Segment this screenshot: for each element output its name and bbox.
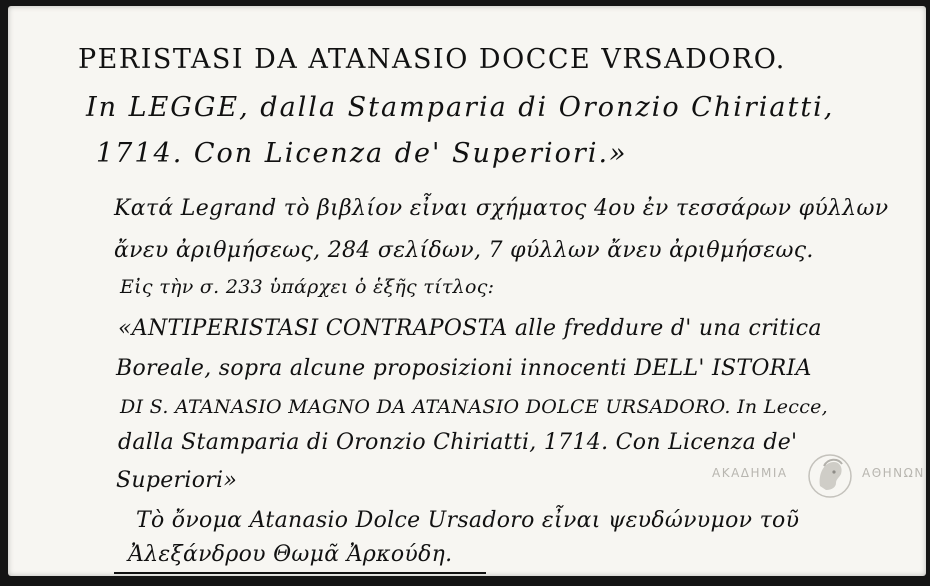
academy-stamp: [708, 452, 930, 496]
name-underline: [114, 572, 486, 574]
card-line-6: Εἰς τὴν σ. 233 ὑπάρχει ὁ ἑξῆς τίτλος:: [120, 276, 495, 298]
stamp-right-text: ΑΘΗΝΩΝ: [862, 466, 925, 480]
card-line-7: «ANTIPERISTASI CONTRAPOSTA alle freddure d' una critica: [118, 316, 822, 341]
card-line-4: Κατά Legrand τὸ βιβλίον εἶναι σχήματος 4ου ἐν τεσσάρων φύλλων: [114, 196, 889, 221]
card-line-9: DI S. ATANASIO MAGNO DA ATANASIO DOLCE URSADORO. In Lecce,: [120, 396, 829, 418]
card-line-1: PERISTASI DA ATANASIO DOCCE VRSADORO.: [78, 44, 786, 75]
card-line-11: Superiori»: [116, 468, 238, 493]
index-card: [8, 6, 926, 576]
card-line-8: Boreale, sopra alcune proposizioni innocenti DELL' ISTORIA: [116, 356, 812, 381]
card-line-3: 1714. Con Licenza de' Superiori.»: [96, 138, 628, 169]
card-line-10: dalla Stamparia di Oronzio Chiriatti, 1714. Con Licenza de': [118, 430, 798, 455]
card-line-13: Ἀλεξάνδρου Θωμᾶ Ἀρκούδη.: [128, 542, 453, 567]
card-line-2: In LEGGE, dalla Stamparia di Oronzio Chiriatti,: [86, 92, 835, 123]
stamp-left-text: ΑΚΑΔΗΜΙΑ: [712, 466, 788, 480]
athena-seal-icon: [806, 452, 854, 500]
card-line-12: Τὸ ὄνομα Atanasio Dolce Ursadoro εἶναι ψευδώνυμον τοῦ: [136, 508, 800, 533]
card-line-5: ἄνευ ἀριθμήσεως, 284 σελίδων, 7 φύλλων ἄνευ ἀριθμήσεως.: [114, 238, 814, 263]
